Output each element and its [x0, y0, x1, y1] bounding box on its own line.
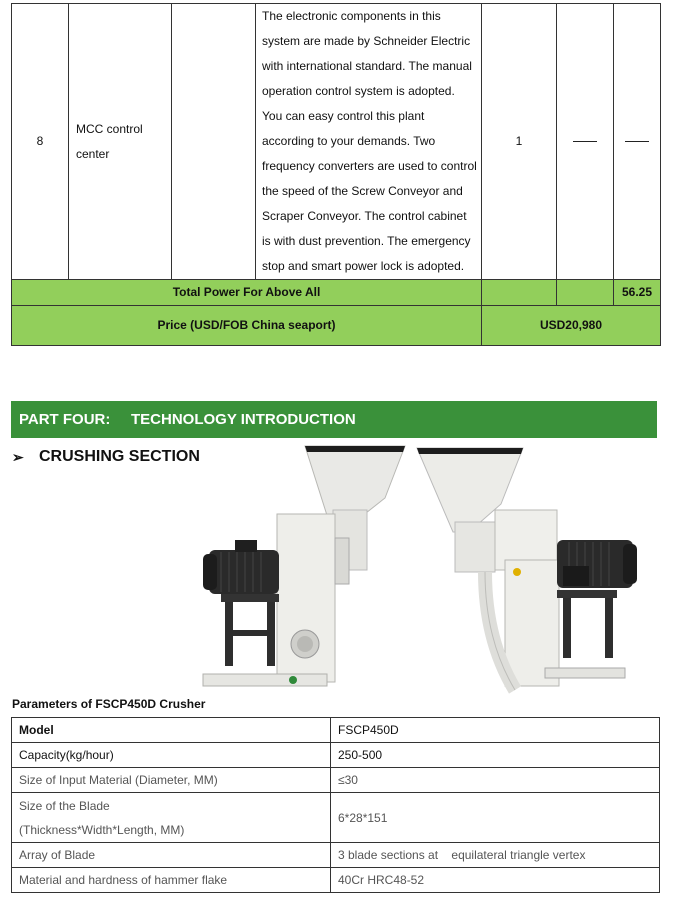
item-number: 8	[12, 4, 69, 280]
table-row	[12, 4, 661, 280]
param-key: Model	[12, 718, 331, 743]
banner-title: TECHNOLOGY INTRODUCTION	[131, 411, 356, 428]
item-name-line: center	[76, 146, 110, 161]
param-value: 6*28*151	[331, 793, 660, 843]
table-row	[12, 768, 660, 793]
param-key: Array of Blade	[12, 843, 331, 868]
param-value: FSCP450D	[331, 718, 660, 743]
item-unit-price	[557, 4, 614, 280]
total-power-empty	[482, 280, 557, 306]
param-value: 40Cr HRC48-52	[331, 868, 660, 893]
description-line: frequency converters are used to control	[262, 159, 477, 173]
total-power-empty	[557, 280, 614, 306]
description-line: Scraper Conveyor. The control cabinet	[262, 209, 467, 223]
crusher-machine-photo	[185, 440, 645, 695]
description-line: stop and smart power lock is adopted.	[262, 259, 465, 273]
item-spec	[172, 4, 256, 280]
price-label: Price (USD/FOB China seaport)	[12, 306, 482, 346]
parameters-title: Parameters of FSCP450D Crusher	[12, 697, 206, 711]
param-key: Size of Input Material (Diameter, MM)	[12, 768, 331, 793]
total-power-value: 56.25	[614, 280, 661, 306]
description-line: system are made by Schneider Electric	[262, 34, 471, 48]
description-line: with international standard. The manual	[262, 59, 472, 73]
dash-placeholder	[573, 141, 597, 142]
table-row	[12, 718, 660, 743]
param-value: ≤30	[331, 768, 660, 793]
part-four-banner	[11, 401, 657, 438]
description-line: The electronic components in this	[262, 9, 441, 23]
table-row	[12, 793, 660, 843]
param-key: Capacity(kg/hour)	[12, 743, 331, 768]
section-heading	[12, 446, 200, 468]
arrow-bullet-icon: ➢	[12, 448, 24, 465]
param-key-line: Size of the Blade	[19, 798, 110, 813]
param-value: 250-500	[331, 743, 660, 768]
table-row	[12, 743, 660, 768]
param-key-line: (Thickness*Width*Length, MM)	[19, 822, 185, 837]
parameters-table	[11, 717, 660, 893]
item-quantity: 1	[482, 4, 557, 280]
item-name	[69, 4, 172, 280]
description-line: the speed of the Screw Conveyor and	[262, 184, 463, 198]
crusher-right	[417, 448, 637, 690]
item-description	[256, 4, 482, 280]
description-line: You can easy control this plant	[262, 109, 425, 123]
description-line: according to your demands. Two	[262, 134, 436, 148]
description-line: is with dust prevention. The emergency	[262, 234, 471, 248]
price-value: USD20,980	[482, 306, 661, 346]
total-power-row	[12, 280, 661, 306]
total-power-label: Total Power For Above All	[12, 280, 482, 306]
param-key: Material and hardness of hammer flake	[12, 868, 331, 893]
param-key	[12, 793, 331, 843]
item-name-line: MCC control	[76, 121, 143, 136]
table-row	[12, 868, 660, 893]
price-row	[12, 306, 661, 346]
banner-part: PART FOUR:	[19, 411, 111, 428]
crusher-left	[203, 446, 405, 686]
item-total-price	[614, 4, 661, 280]
table-row	[12, 843, 660, 868]
description-line: operation control system is adopted.	[262, 84, 455, 98]
dash-placeholder	[625, 141, 649, 142]
param-value: 3 blade sections at equilateral triangle vertex	[331, 843, 660, 868]
section-title: CRUSHING SECTION	[39, 448, 200, 465]
equipment-table	[11, 3, 661, 346]
